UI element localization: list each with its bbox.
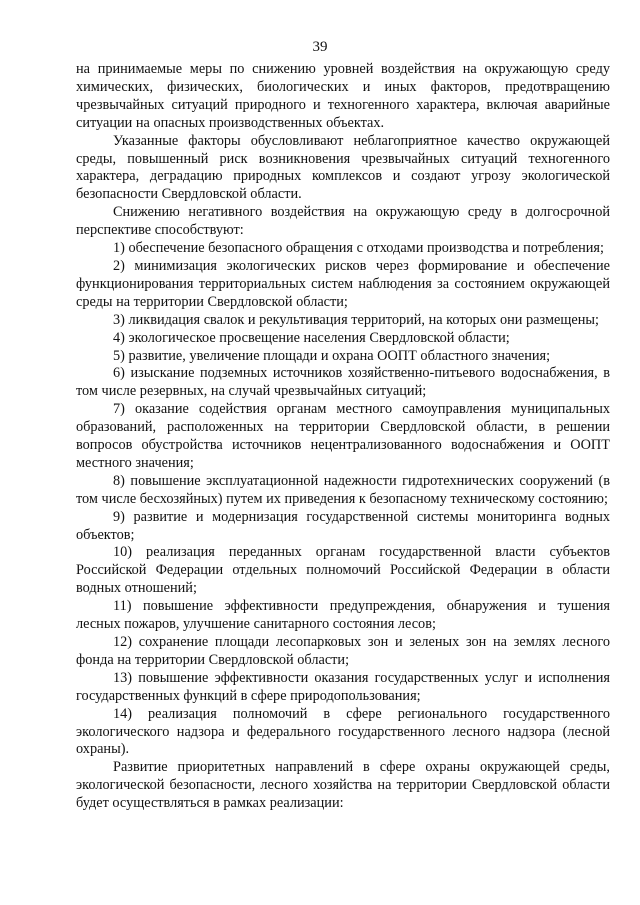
paragraph: 12) сохранение площади лесопарковых зон и зеленых зон на землях лесного фонда на территории Свердловской области; [76, 634, 610, 668]
paragraph: 6) изыскание подземных источников хозяйственно-питьевого водоснабжения, в том числе резервных, на случай чрезвычайных ситуаций; [76, 365, 610, 400]
paragraph: Снижению негативного воздействия на окружающую среду в долгосрочной перспективе способствуют: [76, 204, 610, 239]
paragraph: 2) минимизация экологических рисков через формирование и обеспечение функционирования территориальных систем наблюдения за состоянием окружающей среды на территории Свердловской области; [76, 257, 610, 310]
paragraph: 10) реализация переданных органам государственной власти субъектов Российской Федерации отдельных полномочий Российской Федерации в области водных отношений; [76, 544, 610, 597]
paragraph: на принимаемые меры по снижению уровней воздействия на окружающую среду химических, физических, биологических и иных факторов, предотвращению чрезвычайных ситуаций природного и техногенного характера, включая аварийные ситуации на опасных производственных объектах. [76, 61, 610, 131]
paragraph: 4) экологическое просвещение населения Свердловской области; [113, 329, 510, 346]
paragraph: 14) реализация полномочий в сфере регионального государственного экологического надзора и федерального государственного лесного надзора (лесной охраны). [76, 705, 610, 758]
paragraph: 13) повышение эффективности оказания государственных услуг и исполнения государственных функций в сфере природопользования; [76, 669, 610, 704]
paragraph: 7) оказание содействия органам местного самоуправления муниципальных образований, расположенных на территории Свердловской области, в решении вопросов обустройства источников нецентрализованного водоснабжения и ООПТ местного значения; [76, 401, 610, 471]
document-body [76, 61, 610, 813]
paragraph: 8) повышение эксплуатационной надежности гидротехнических сооружений (в том числе бесхозяйных) путем их приведения к безопасному техническому состоянию; [76, 472, 610, 507]
paragraph: 3) ликвидация свалок и рекультивация территорий, на которых они размещены; [113, 311, 599, 328]
paragraph: 11) повышение эффективности предупреждения, обнаружения и тушения лесных пожаров, улучшение санитарного состояния лесов; [76, 598, 610, 633]
paragraph: Развитие приоритетных направлений в сфере охраны окружающей среды, экологической безопасности, лесного хозяйства на территории Свердловской области будет осуществляться в рамках реализации: [76, 759, 610, 812]
page-number: 39 [312, 39, 328, 55]
paragraph: 1) обеспечение безопасного обращения с отходами производства и потребления; [113, 240, 604, 257]
paragraph: Указанные факторы обусловливают неблагоприятное качество окружающей среды, повышенный риск возникновения чрезвычайных ситуаций техногенного характера, деградацию природных комплексов и создают угрозу экологической безопасности Свердловской области. [76, 132, 610, 203]
paragraph: 5) развитие, увеличение площади и охрана ООПТ областного значения; [113, 347, 551, 364]
paragraph: 9) развитие и модернизация государственной системы мониторинга водных объектов; [76, 508, 610, 543]
